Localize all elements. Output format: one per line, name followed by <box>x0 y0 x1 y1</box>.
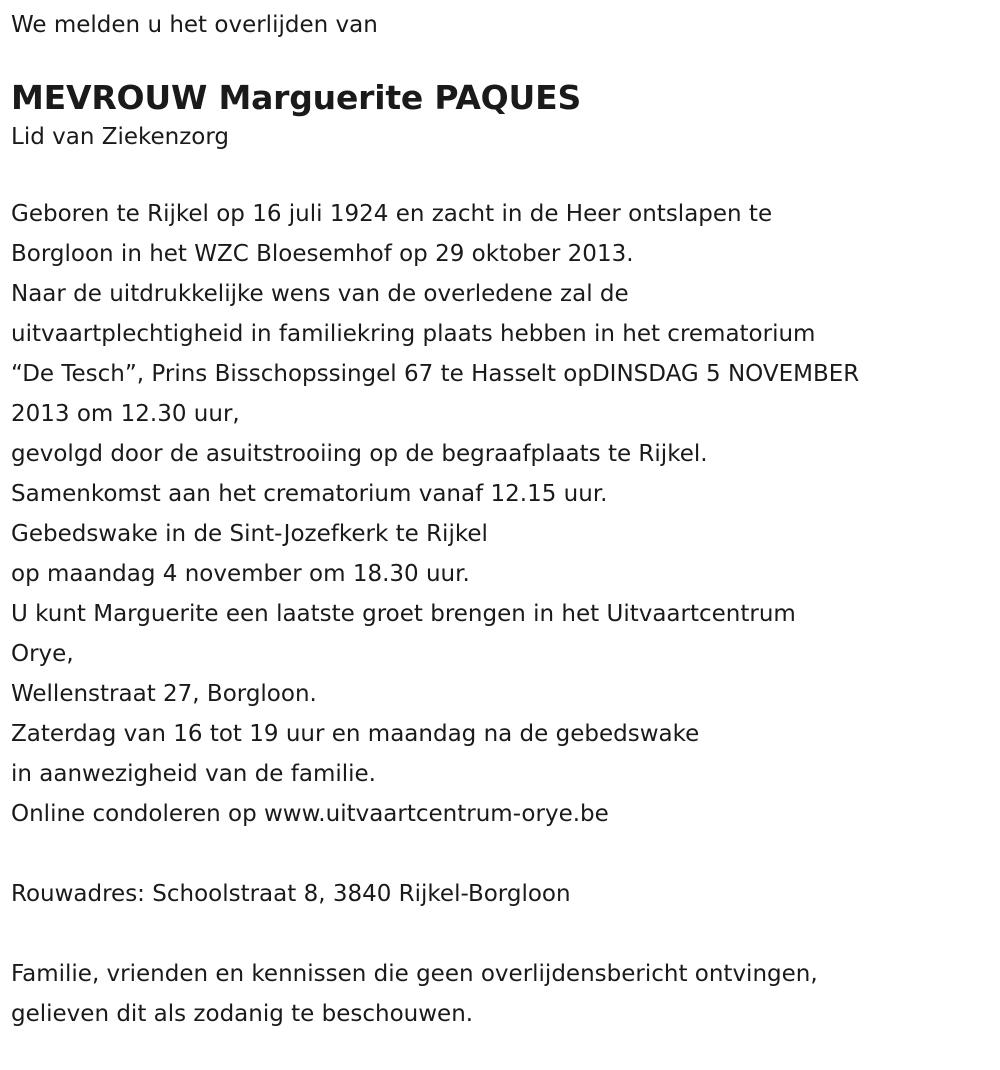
body-line: Orye, <box>11 641 74 667</box>
membership-subtitle: Lid van Ziekenzorg <box>11 124 230 150</box>
body-line: Borgloon in het WZC Bloesemhof op 29 oktober 2013. <box>11 241 634 267</box>
intro-text: We melden u het overlijden van <box>11 12 378 38</box>
body-line: U kunt Marguerite een laatste groet brengen in het Uitvaartcentrum <box>11 601 796 627</box>
closing-line: Familie, vrienden en kennissen die geen overlijdensbericht ontvingen, <box>11 961 818 987</box>
closing-line: gelieven dit als zodanig te beschouwen. <box>11 1001 474 1027</box>
body-line: uitvaartplechtigheid in familiekring plaats hebben in het crematorium <box>11 321 816 347</box>
spacer <box>11 834 1000 874</box>
body-line: Naar de uitdrukkelijke wens van de overledene zal de <box>11 281 629 307</box>
body-line: “De Tesch”, Prins Bisschopssingel 67 te Hasselt opDINSDAG 5 NOVEMBER <box>11 361 860 387</box>
spacer <box>11 914 1000 954</box>
body-line: Zaterdag van 16 tot 19 uur en maandag na de gebedswake <box>11 721 700 747</box>
body-line: Wellenstraat 27, Borgloon. <box>11 681 317 707</box>
body-line: Samenkomst aan het crematorium vanaf 12.15 uur. <box>11 481 608 507</box>
body-line: in aanwezigheid van de familie. <box>11 761 376 787</box>
body-line: Gebedswake in de Sint-Jozefkerk te Rijkel <box>11 521 488 547</box>
deceased-name: MEVROUW Marguerite PAQUES <box>11 78 582 117</box>
notice-body <box>11 194 1000 1034</box>
body-line: gevolgd door de asuitstrooiing op de begraafplaats te Rijkel. <box>11 441 708 467</box>
body-line: 2013 om 12.30 uur, <box>11 401 240 427</box>
body-line: op maandag 4 november om 18.30 uur. <box>11 561 470 587</box>
mourning-address: Rouwadres: Schoolstraat 8, 3840 Rijkel-Borgloon <box>11 881 571 907</box>
body-line: Geboren te Rijkel op 16 juli 1924 en zacht in de Heer ontslapen te <box>11 201 773 227</box>
condolence-link-line: Online condoleren op www.uitvaartcentrum-orye.be <box>11 801 609 827</box>
